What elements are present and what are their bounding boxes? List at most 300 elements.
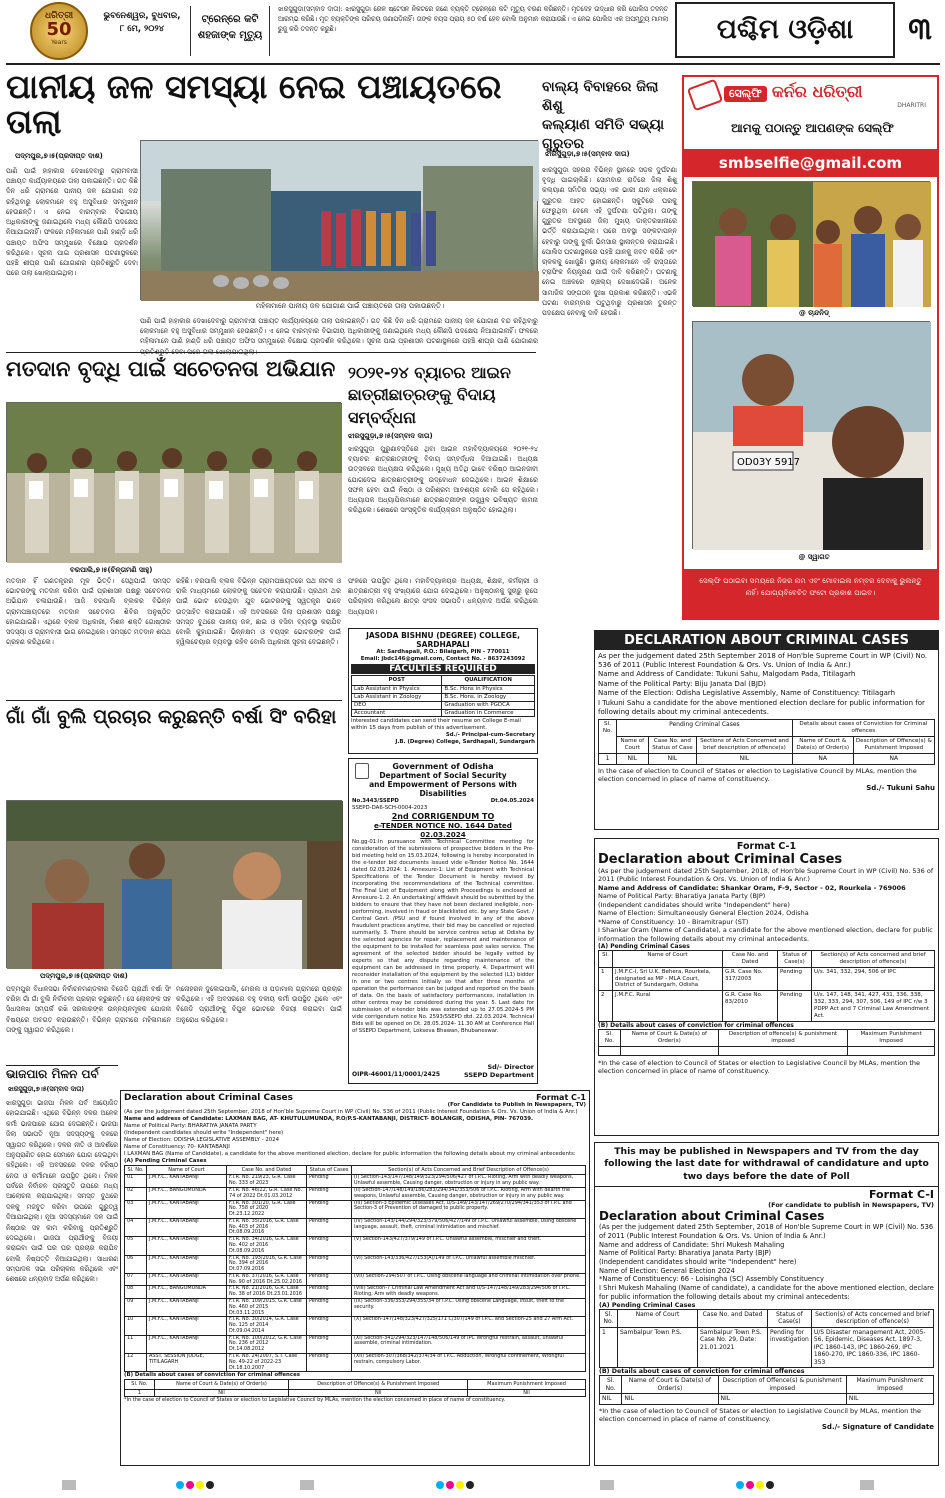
- decl4-format-block: [448, 1093, 586, 1109]
- table-row: [125, 1255, 586, 1273]
- decl4-col2: Description of Offence(s) & Punishment Imposed: [289, 1380, 468, 1389]
- decl3-note: *In the case of election to Council of States or election to Legislative Council by MLAs, mention the election concerned in place of name of constituency.: [599, 1406, 922, 1424]
- decl1-line3: Name of the Election: Odisha Legislative Assembly, Name of Constituency: Titilagarh: [598, 689, 896, 698]
- decl1-intro: As per the judgement dated 25th September 2018 of Hon'ble Supreme Court in WP (Civil) No. 536 of 2011 (Public Interest Foundation & Ors. Vs. Union of India & Anr.): [598, 652, 928, 670]
- date-box: [102, 10, 182, 36]
- story3-photo: [6, 402, 341, 562]
- story5-dateline: ପଦ୍ମପୁର,୭।୫(ପ୍ରଦୀପ୍ତ ଦାଶ): [40, 972, 128, 980]
- decl4-cell2: Nil: [154, 1389, 289, 1396]
- decl4-cell: F.I.R. No. 30/2014, G.R. Case No. 125 of 2014 Dt.09.04.2014: [227, 1317, 307, 1335]
- ad-tender-sign1: Sd/- Director: [487, 1063, 534, 1072]
- table-row: [352, 701, 535, 709]
- decl4-col2: Sl. No.: [125, 1380, 155, 1389]
- decl2-cell2: [718, 1046, 847, 1055]
- decl3-cell: 1: [600, 1327, 618, 1368]
- decl3-col: Sl. No.: [600, 1309, 618, 1327]
- decl4-format: Format C-1: [536, 1093, 586, 1102]
- decl3-cell2: NIL: [622, 1394, 718, 1405]
- decl4-cell2: 1: [125, 1389, 155, 1396]
- decl1-cell: NIL: [617, 754, 649, 765]
- decl2-cell: G.R. Case No. 83/2010: [723, 991, 778, 1022]
- decl3-col2: Maximum Punishment Imposed: [846, 1376, 933, 1394]
- ad-tender-title2: e-TENDER NOTICE NO. 1644 Dated 02.03.2024: [374, 821, 512, 840]
- decl3-conv-heading: (B) Details about cases of conviction for criminal offences: [599, 1368, 805, 1376]
- decl4-header: [124, 1093, 586, 1109]
- decl2-line2: Name of Political Party: Bharatiya Janata Party (BJP): [598, 892, 766, 901]
- decl3-line4: Name of Election: General Election 2024: [599, 1266, 735, 1275]
- date-line2: ୮ ମେ, ୨୦୨୪: [119, 23, 165, 34]
- story5-photo-art: [7, 801, 343, 969]
- story6-body: ଝାରସୁଗୁଡ଼ା ଭାଜପା ମିଳନ ପର୍ବ ଆୟୋଜିତ ହୋଇଯାଇଛି। ଏଥିରେ ବିଭିନ୍ନ ଦଳର ଅନେକ କର୍ମୀ ଭାଜପାରେ ଯୋଗ ଦେଇଛନ୍ତି। ଭାଜପା ଜିଲା ସଭାପତି ନୂଆ ସଦସ୍ୟଙ୍କୁ ଦଳରେ ସ୍ୱାଗତ କରିଥିଲେ। ଦଳର ନୀତି ଓ ଆଦର୍ଶରେ ଅନୁପ୍ରାଣିତ ହୋଇ ସେମାନେ ଯୋଗ ଦେଇଥିବା କହିଥିଲେ। ଏହି ଅବସରରେ ଦଳର ବରିଷ୍ଠ ନେତା ଓ କର୍ମୀମାନେ ଉପସ୍ଥିତ ଥିଲେ। ମିଳନ ପର୍ବରେ ନିର୍ବାଚନ ପ୍ରସ୍ତୁତି ଉପରେ ମଧ୍ୟ ଆଲୋଚନା କରାଯାଇଥିଲା। ସମସ୍ତ ବୁଥରେ ଦଳକୁ ମଜବୁତ କରିବା ଉପରେ ଗୁରୁତ୍ୱ ଦିଆଯାଇଥିଲା। ନୂଆ ସଦସ୍ୟମାନେ ଦଳ ପାଇଁ ନିଷ୍ଠାର ସହ କାମ କରିବାକୁ ପ୍ରତିଶ୍ରୁତି ଦେଇଥିଲେ। ଭାଜପା ପ୍ରାର୍ଥୀଙ୍କୁ ବିଜୟୀ କରାଇବା ପାଇଁ ଘର ଘର ପ୍ରଚାର କରାଯିବ ବୋଲି ନିଷ୍ପତ୍ତି ନିଆଯାଇଥିଲା। ସାଧାରଣ ସମ୍ପାଦକ ସଭା ପରିଚାଳନା କରିଥିଲେ ଏବଂ ଶେଷରେ ଧନ୍ୟବାଦ ଅର୍ପଣ କରିଥିଲେ।: [6, 1099, 118, 1284]
- decl4-cell: F.I.R. No. 21/2016, G.R. Case No. 38 of 2016 Dt.23.01.2016: [227, 1286, 307, 1299]
- story1-photo: [140, 140, 538, 300]
- decl2-line5: *Name of Constituency: 10 - Biramitrapur (ST): [598, 917, 749, 926]
- decl2-col2: Maximum Punishment Imposed: [848, 1029, 935, 1046]
- decl4-cell: J.M.F.C., KANTABANJI: [147, 1273, 227, 1286]
- masthead-rule: [6, 63, 940, 65]
- decl2-col: Status of Case(s): [778, 950, 812, 967]
- decl2-cell: Pending: [778, 967, 812, 991]
- decl2-col2: Description of offence(s) & punishment imposed: [718, 1029, 847, 1046]
- story5-photo: [6, 800, 342, 968]
- decl3-col2: Sl. No.: [600, 1376, 622, 1394]
- decl4-col2: Maximum Punishment Imposed: [468, 1380, 586, 1389]
- table-row: [125, 1354, 586, 1372]
- ad-tender-dept1: Department of Social Security: [379, 771, 507, 780]
- decl3-line6: I Shri Mukesh Mahaling (Name of candidate), a candidate for the above mentioned election, declare for public information the following details about my criminal antecedents:: [599, 1284, 934, 1301]
- table-row: [125, 1335, 586, 1353]
- decl4-cell: (X) Section-147/148/323/427/325/171 C/307/149 of I.P.C. and Section-25 and 27 Arm Act.: [352, 1317, 586, 1335]
- decl4-cell: (II) Section-147/148/149/186/283/294/341/353/506 of I.P.C. Rioting, Arm with dearth the weapons, Unlawful assemble, Causing danger, obstruction or injury in any public way.: [352, 1187, 586, 1200]
- decl4-cell: Pending: [307, 1200, 352, 1218]
- story1-body: ପାଣି ପାଇଁ ହାହାକାର ଦେଖାଦେବାରୁ ଗ୍ରାମବାସୀ ପଞ୍ଚାୟତ କାର୍ଯ୍ୟାଳୟରେ ତାଲା ପକାଇଛନ୍ତି। ଗତ କିଛି ଦିନ ଧରି ଗ୍ରାମରେ ପାନୀୟ ଜଳ ଯୋଗାଣ ବନ୍ଦ ରହିଥିବାରୁ ଲୋକମାନେ ବହୁ ଅସୁବିଧାର ସମ୍ମୁଖୀନ ହେଉଛନ୍ତି। ଏ ନେଇ ବାରମ୍ବାର ବିଭାଗୀୟ ଅଧିକାରୀଙ୍କୁ ଜଣାଇଥିଲେ ମଧ୍ୟ କୌଣସି ପଦକ୍ଷେପ ନିଆଯାଇନାହିଁ। ଫଳରେ ମହିଳାମାନେ ପାଣି ହାଣ୍ଡି ଧରି ପଞ୍ଚାୟତ ଅଫିସ ସମ୍ମୁଖରେ ବିକ୍ଷୋଭ ପ୍ରଦର୍ଶନ କରିଥିଲେ। ସୂଚନା ପାଇ ପ୍ରଶାସନ ଘଟଣାସ୍ଥଳରେ ପହଞ୍ଚି ଶୀଘ୍ର ପାଣି ଯୋଗାଣର ପ୍ରତିଶ୍ରୁତି ଦେବା ପରେ ତାଲା ଖୋଲାଯାଇଥିଲା।: [6, 167, 138, 278]
- decl4-col: Sl. No.: [125, 1166, 147, 1175]
- decl3-col2: Description of Offence(s) & punishment imposed: [718, 1376, 846, 1394]
- decl4-cell: Pending: [307, 1317, 352, 1335]
- ad-college-title: JASODA BISHNU (DEGREE) COLLEGE, SARDHAPALI: [366, 631, 520, 649]
- decl3-intro: (As per the judgement dated 25th September, 2018 of Hon'ble Supreme Court in WP (Civil) No. 536 of 2011 (Public Interest Foundation & Ors. Vs. Union of India & Anr.): [599, 1223, 934, 1240]
- story2-body: ଝାରସୁଗୁଡ଼ା ସହରର ବିଭିନ୍ନ ସ୍ଥାନରେ ସଡ଼କ ଦୁର୍ଘଟଣା ବୃଦ୍ଧି ପାଇଚାଲିଛି। ସୋମବାର ରାତିରେ ଜିଲା ଶିଶୁ କଲ୍ୟାଣ ସମିତିର ସଭ୍ୟା ଏକ ଭାରୀ ଯାନ ଧକ୍କାରେ ଗୁରୁତର ଆହତ ହୋଇଛନ୍ତି। ସ୍କୁଟିରେ ଘରକୁ ଫେରୁଥିବା ବେଳେ ଏହି ଦୁର୍ଘଟଣା ଘଟିଥିଲା। ତାଙ୍କୁ ଗୁରୁତର ଅବସ୍ଥାରେ ଜିଲା ମୁଖ୍ୟ ଡାକ୍ତରଖାନାରେ ଭର୍ତ୍ତି କରାଯାଇଥିଲା। ପରେ ଅବସ୍ଥା ସଙ୍କଟାପନ୍ନ ହେବାରୁ ତାଙ୍କୁ ବୁର୍ଲା ଭିମସାର ସ୍ଥାନାନ୍ତର କରାଯାଇଛି। ପୋଲିସ ଘଟଣାସ୍ଥଳରେ ପହଞ୍ଚି ଯାନକୁ ଜବତ କରିଛି ଏବଂ ଚାଳକକୁ ଖୋଜୁଛି। ସ୍ଥାନୀୟ ଲୋକମାନେ ଏହି ରାସ୍ତାରେ ଟ୍ରାଫିକ ନିୟନ୍ତ୍ରଣ ପାଇଁ ଦାବି କରିଛନ୍ତି। ଘଟଣାକୁ ନେଇ ଅଞ୍ଚଳରେ ଚାଞ୍ଚଲ୍ୟ ଦେଖାଦେଇଛି। ଅନେକ ସାମାଜିକ ସଙ୍ଗଠନ ଦୁଃଖ ପ୍ରକାଶ କରିଛନ୍ତି। ଏଭଳି ଘଟଣା ବାରମ୍ବାର ଘଟୁଥିବାରୁ ପ୍ରଶାସନ ତୁରନ୍ତ ପଦକ୍ଷେପ ନେବାକୁ ଦାବି ହେଉଛି।: [542, 166, 677, 318]
- ad-tender-refline: [352, 798, 534, 805]
- ad-tender-dept2: and Empowerment of Persons with Disabilities: [369, 780, 517, 798]
- decl3-col: Case No. and Dated: [698, 1309, 768, 1327]
- story3-body: ମତଦାନ ହିଁ ଗଣତନ୍ତ୍ରର ମୂଳ ଭିତ୍ତି। ସେଥିପାଇଁ ସମସ୍ତ ଭୋଟରଙ୍କୁ ମତଦାନ କରିବା ପାଇଁ ପ୍ରଶାସନ ପକ୍ଷରୁ ସଚେତନତା ଅଭିଯାନ ଚଳାଯାଉଛି। ଆଜି ବରପାଲି ବ୍ଲକର ବିଭିନ୍ନ ଗ୍ରାମପଞ୍ଚାୟତରେ ମତଦାନ ସଚେତନତା ଶିବିର ଅନୁଷ୍ଠିତ ହୋଇଯାଇଛି। ଏଥିରେ ବ୍ଲକ ଅଧିକାରୀ, ମିଶନ ଶକ୍ତି ଗୋଷ୍ଠୀର ସଦସ୍ୟା ଓ ଗ୍ରାମବାସୀ ଭାଗ ନେଇଥିଲେ। ସମସ୍ତେ ମତଦାନ ଶପଥ ଗ୍ରହଣ କରିଥିଲେ।: [6, 577, 171, 647]
- decl2-col2: Sl. No.: [599, 1029, 621, 1046]
- decl2-col: Name of Court: [613, 950, 723, 967]
- decl3-cell: Pending for investigation: [768, 1327, 812, 1368]
- table-row: [125, 1187, 586, 1200]
- decl4-cell: J.M.F.C., KANTABANJI: [147, 1255, 227, 1273]
- decl4-cell: 06: [125, 1255, 147, 1273]
- decl4-cell: F.I.R. No. 35/2016, G.R. Case No. 403 of 2016 Dt.08.09.2016: [227, 1218, 307, 1236]
- decl3-banner: This may be published in Newspapers and TV from the day following the last date for withdrawal of candidature and upto two days before the date of Poll: [595, 1143, 938, 1187]
- decl3-cell: Sambalpur Town P.S.: [618, 1327, 698, 1368]
- decl2-conv-heading: (B) Details about cases of conviction for criminal offences: [598, 1021, 794, 1029]
- emblem-icon: [355, 763, 369, 779]
- decl1-cell: NIL: [697, 754, 793, 765]
- table-row: [125, 1286, 586, 1299]
- decl4-cell: Pending: [307, 1273, 352, 1286]
- ad-college-cell: DEO: [352, 701, 442, 709]
- decl3-pending-heading: (A) Pending Criminal Cases: [599, 1301, 696, 1309]
- decl4-pending-heading: (A) Pending Criminal Cases: [124, 1158, 207, 1165]
- decl3-line3: (Independent candidates should write "Independent" here): [599, 1258, 797, 1267]
- selfie-title-brand: DHARITRI: [897, 102, 926, 109]
- decl4-col: Section(s) of Acts Concerned and Brief Description of Offence(s): [352, 1166, 586, 1175]
- story6-dateline: ଝାରସୁଗୁଡ଼ା,୭।୫(ସମ୍ବାଦ ଦାତା): [8, 1086, 85, 1093]
- decl1-cell: NA: [853, 754, 934, 765]
- decl4-line4: Name of Election: ODISHA LEGISLATIVE ASSEMBLY - 2024: [124, 1137, 280, 1144]
- decl3-cell: Sambalpur Town P.S. Case No. 29, Date: 21.01.2021: [698, 1327, 768, 1368]
- decl3-line5: *Name of Constituency: 66 - Loisingha (SC) Assembly Constituency: [599, 1275, 824, 1284]
- decl1-cell: NIL: [648, 754, 697, 765]
- decl4-line2: Name of Political Party: BHARATIYA JANATA PARTY: [124, 1123, 257, 1130]
- decl4-table: [124, 1165, 586, 1372]
- story6-headline: ଭାଜପାର ମିଳନ ପର୍ବ: [6, 1067, 99, 1081]
- teaser-line1: ଟ୍ରେନ୍‌ରେ କଟି: [201, 14, 259, 25]
- logo-text: ଧରିତ୍ରୀ: [44, 11, 74, 21]
- decl1-col: Name of Court: [617, 737, 649, 754]
- ad-tender-gov: Government of Odisha: [392, 762, 494, 771]
- teaser-line2: ଶହଜାଙ୍କ ମୃତ୍ୟୁ: [197, 30, 263, 41]
- decl4-col: Case No. and Dated: [227, 1166, 307, 1175]
- table-row: [599, 1046, 935, 1055]
- decl2-col: Sl.: [599, 950, 613, 967]
- selfie-footer: ସେଲ୍ଫି ପଠାଇବା ସମୟରେ ନିଜର ନାମ ଏବଂ ମୋବାଇଲ ନମ୍ବର ଦେବାକୁ ଭୁଲନ୍ତୁ ନାହିଁ। ଯୋଗ୍ୟବିବେଚିତ ଫଟୋ ପ୍ରକାଶ ପାଇବ।: [684, 569, 937, 618]
- ad-college-cell: Graduation with PGDCA: [442, 701, 535, 709]
- decl4-cell: 11: [125, 1335, 147, 1353]
- decl4-cell: 10: [125, 1317, 147, 1335]
- decl4-cell: J.M.F.C., KANTABANJI: [147, 1335, 227, 1353]
- rule-story6: [6, 1065, 118, 1066]
- decl4-conv-heading: (B) Details about cases of conviction for criminal offences: [124, 1372, 300, 1379]
- decl3-cell2: NIL: [600, 1394, 622, 1405]
- decl3-table: [599, 1309, 934, 1369]
- decl3-col2: Name of Court & Date(s) of Order(s): [622, 1376, 718, 1394]
- decl4-cell: Pending: [307, 1175, 352, 1188]
- story3-headline: ମତଦାନ ବୃଦ୍ଧି ପାଇଁ ସଚେତନତା ଅଭିଯାନ: [6, 357, 336, 381]
- decl2-cell: 2: [599, 991, 613, 1022]
- table-row: [125, 1200, 586, 1218]
- decl4-cell: J.M.F.C., KANTABANJI: [147, 1200, 227, 1218]
- decl4-line1: Name and address of Candidate: LAXMAN BAG, AT- KHUTULUMUNDA, P.O/P.S-KANTABANJI, DISTRICT- BOLANGIR, ODISHA, PIN- 767039.: [124, 1116, 534, 1123]
- decl4-cell: (IX) Section-336/353/294/355/34 of I.P.C. Using obscene Language, insult, theft to the security.: [352, 1299, 586, 1317]
- logo-years: 50: [46, 19, 72, 40]
- decl4-col2: Name of Court & Date(s) of Order(s): [154, 1380, 289, 1389]
- decl1-cell: NA: [792, 754, 853, 765]
- decl4-cell: J.M.F.C., KANTABANJI: [147, 1175, 227, 1188]
- ad-college-cell: Accountant: [352, 709, 442, 717]
- decl3-cell: U/S Disaster management Act, 2005- 56, Epidemic, Diseases Act, 1897-3, IPC 1860-143, IPC 1860-269, IPC 1860-270, IPC 1860-336, IPC 1860-353: [811, 1327, 933, 1368]
- ad-tender-body: No.gg-01:In pursuance with Technical Committee meeting for consideration of the submissions of prospective bidders in the Pre-bid meeting held on 15.03.2024, following is hereby incorporated in the e-tender bid documents issued vide e-Tender Notice No. 1644 dated 02.03.2024: 1. Annexure-1: List of Equipment with Technical Specifications of the Tender Document is hereby revised by incorporating the recommendations of the Technical committee. The Final List of Equipment along with Proceedings is enclosed at Annexure-1. 2. An undertaking/ affidavit should be submitted by the bidders to ensure that they have not been declared ineligible, non-performing, involved in fraud or blacklisted etc. by any State Govt. / Central Govt. /PSU and if found involved in any of the above fraudulent practices anytime, their bid may be cancelled or rejected summarily. 3. There should be service centres setup at Odisha by the selected agencies for repair, replacement and maintenance of the equipment to be installed for seamless post sales service. The agreement of the selected bidder should be legally vetted by experts so that any dispute regarding maintenance of the equipment can be addressed in time properly. 4. Department will reconsider installation of the equipment by the selected (L1) bidder in one or two centres initially so that after three months of operation the performance can be judged and reported on the basis of data. On the basis of satisfactory performances, installation in other centres may be considered during the year. 5. Last date for submission of e-tender bids was extended up to 27.05.2024-5 PM vide corrigendum notice No. 2593/SSEPD dtd. 22.03.2024. Technical Bids will be opened on Dt. 28.05.2024- 11.30 AM at Conference Hall of SSEPD Department, Lokseva Bhawan, Bhubaneswar.: [352, 839, 534, 1034]
- decl1-content: [595, 650, 938, 794]
- decl4-cell: F.I.R. No. 193/2016, G.R. Case No. 394 of 2016 Dt.07.09.2016: [227, 1255, 307, 1273]
- decl4-cell: (VII) Section-294/507 of I.P.C. Using obscene language and criminal intimidation over phone.: [352, 1273, 586, 1286]
- decl4-cell: F.I.R. No. 109/2015, G.R. Case No. 460 of 2015 Dt.03.11.2015: [227, 1299, 307, 1317]
- decl2-line3: (Independent candidates should write "Independent" here): [598, 900, 790, 909]
- story3-dateline: ବରପାଲି,୭।୫(ଚିନ୍ତାମଣି ସାହୁ): [70, 566, 153, 574]
- decl4-cell: 03: [125, 1200, 147, 1218]
- decl3-col: Name of Court: [618, 1309, 698, 1327]
- decl4-cell: J.M.F.C., BANGOMUNDA: [147, 1286, 227, 1299]
- decl4-cell: (XII) Section-307/368/342/374/34 of I.P.C. Abduction, Wrongful confinement, Wrongful restrain, compulsory Labor.: [352, 1354, 586, 1372]
- table-row: [352, 693, 535, 701]
- rule-story5: [6, 700, 342, 701]
- section-title: ପଶ୍ଚିମ ଓଡ଼ିଶା: [716, 14, 854, 45]
- decl2-cell2: [599, 1046, 621, 1055]
- decl4-cell: F.I.R. No. 100/2012, G.R. Case No. 236 of 2012 Dt.14.08.2012: [227, 1335, 307, 1353]
- ad-tender-oipr: OIPR-46001/11/0001/2425: [352, 1071, 441, 1079]
- decl3-line1: Name and address of Candidate: Shri Mukesh Mahaling: [599, 1240, 785, 1249]
- decl4-cell: Pending: [307, 1218, 352, 1236]
- decl4-cell: J.M.F.C., KANTABANJI: [147, 1317, 227, 1335]
- registration-marks: [0, 1476, 945, 1494]
- ad-college-cell: B.Sc. Hons in Physics: [442, 685, 535, 693]
- decl2-cell: U/s. 341, 332, 294, 506 of IPC: [812, 967, 935, 991]
- decl3-cell2: NIL: [718, 1394, 846, 1405]
- ad-college-cell: Graduation in Commerce: [442, 709, 535, 717]
- decl4-cell: Pending: [307, 1286, 352, 1299]
- decl4-cell: 04: [125, 1218, 147, 1236]
- decl1-col: Sections of Acts Concerned and brief description of offence(s): [697, 737, 793, 754]
- decl1-note: In the case of election to Council of States or election to Legislative Council by MLAs, mention the election concerned in place of name of constituency.: [598, 766, 917, 784]
- decl4-cell: F.I.R. No. 301/20, G.R. Case No. 758 of 2020 Dt.23.12.2022: [227, 1200, 307, 1218]
- decl4-cell: Pending: [307, 1354, 352, 1372]
- decl1-col: Name of Court & Date(s) of Order(s): [792, 737, 853, 754]
- ad-college-sign2: J.B. (Degree) College, Sardhapali, Sundargarh: [395, 739, 535, 746]
- story5-headline: ଗାଁ ଗାଁ ବୁଲି ପ୍ରଚାର କରୁଛନ୍ତି ବର୍ଷା ସିଂ ବରିହା: [6, 706, 337, 728]
- ad-college-cell: Lab Assistant in Physics: [352, 685, 442, 693]
- decl4-cell2: Nil: [289, 1389, 468, 1396]
- decl2-table2: [598, 1029, 935, 1056]
- table-row: [125, 1237, 586, 1255]
- decl1-line2: Name of the Political Party: Biju Janata Dal (BJD): [598, 679, 766, 688]
- decl4-cell: Pending: [307, 1299, 352, 1317]
- rule-story3: [6, 352, 536, 353]
- decl1-line4: I Tukuni Sahu a candidate for the above mentioned election declare for public information for following details about my criminal antecedents.: [598, 698, 925, 716]
- decl4-cell: (VI) Section-143/336/427/153(A)/149 of I.P.C. Unlawful assemble mischief.: [352, 1255, 586, 1273]
- decl4-cell: Pending: [307, 1255, 352, 1273]
- selfie-caption-2: @ ସ୍ୱାଗତ: [798, 553, 830, 561]
- table-row: [599, 991, 935, 1022]
- decl4-cell: (VIII) Section-7 Criminal Law Amendment Act and U/S-147/148/149/283/294/506 of I.P.C. Rioting, Arm with deadly weapons.: [352, 1286, 586, 1299]
- decl3-cell2: NIL: [846, 1394, 933, 1405]
- ad-college: [348, 628, 538, 754]
- headline-teaser: [190, 6, 270, 56]
- selfie-caption-1: @ ଚାନ୍ଦନିଡ୍: [798, 309, 830, 317]
- decl4-cell: 05: [125, 1237, 147, 1255]
- decl4-cell: Pending: [307, 1335, 352, 1353]
- decl1-line1: Name and Address of Candidate: Tukuni Sahu, Malgodam Pada, Titilagarh: [598, 670, 856, 679]
- story2-dateline: ଝାରସୁଗୁଡ଼ା,୭।୫(ସମ୍ବାଦ ଦାତା): [545, 150, 630, 158]
- logo: [30, 2, 88, 60]
- story3-photo-art: [7, 403, 342, 563]
- decl3-format: Format C-I: [868, 1188, 934, 1202]
- ad-college-col-qual: QUALIFICATION: [442, 676, 535, 686]
- decl2-line6: I Shankar Oram (Name of Candidate), a candidate for the above mentioned election, declare for public information the following details about my criminal antecedents.: [598, 926, 933, 943]
- table-row: [600, 1327, 934, 1368]
- ad-tender-title1: 2nd CORRIGENDUM TO: [391, 812, 495, 822]
- decl4-cell: 12: [125, 1354, 147, 1372]
- decl2-note: *In the case of election to Council of States or election to Legislative Council by MLAs, mention the election concerned in place of name of constituency.: [598, 1058, 921, 1075]
- decl4-line6: I LAXMAN BAG (Name of Candidate), a candidate for the above mentioned election, declare for public information the following details about my criminal antecedents:: [124, 1151, 576, 1158]
- masthead: [0, 0, 945, 64]
- decl4-col: Status of Cases: [307, 1166, 352, 1175]
- top-story: ଝାରସୁଗୁଡ଼ା(ସମ୍ବାଦ ଦାତା): ଝାରସୁଗୁଡ଼ା ରେଳ ଷ୍ଟେସନ ନିକଟରେ ଜଣେ ବ୍ୟକ୍ତି ଟ୍ରେନ୍‌ରେ କଟି ମୃତ୍ୟୁ ବରଣ କରିଛନ୍ତି। ମୃତଦେହ ଉଦ୍ଧାର କରି ପୋଲିସ ତଦନ୍ତ ଆରମ୍ଭ କରିଛି। ମୃତ ବ୍ୟକ୍ତିଙ୍କ ପରିଚୟ ଜଣାପଡ଼ିନାହିଁ। ତାଙ୍କ ବୟସ ପ୍ରାୟ ୫୦ ବର୍ଷ ହେବ ବୋଲି ଅନୁମାନ କରାଯାଉଛି। ଏ ନେଇ ପୋଲିସ ଏକ ଅପମୃତ୍ୟୁ ମାମଲା ରୁଜୁ କରି ତଦନ୍ତ କରୁଛି।: [278, 6, 668, 33]
- decl4-cell2: Nil: [468, 1389, 586, 1396]
- decl4-box: [120, 1090, 590, 1466]
- story3-body2: ରହିଛି। ବରପାଲି ବ୍ଲକ ବିଭିନ୍ନ ଗ୍ରାମପଞ୍ଚାୟତରେ ପଥ ନାଟକ ଓ ରାଲି ମାଧ୍ୟମରେ ଲୋକଙ୍କୁ ସଚେତନ କରାଯାଉଛି। ପ୍ରଥମ ଥର ପାଇଁ ଭୋଟ ଦେଉଥିବା ଯୁବ ଭୋଟରଙ୍କୁ ସ୍ୱତନ୍ତ୍ର ଭାବେ ଉତ୍ସାହିତ କରାଯାଉଛି। ଏହି ଅବସରରେ ଜିଲା ପ୍ରଶାସନ ପକ୍ଷରୁ ସମସ୍ତ ବୁଥରେ ପାନୀୟ ଜଳ, ଛାଇ ଓ ବସିବା ବ୍ୟବସ୍ଥା କରାଯିବ ବୋଲି କୁହାଯାଇଛି। ଭିନ୍ନକ୍ଷମ ଓ ବୟସ୍କ ଭୋଟରଙ୍କ ପାଇଁ ହ୍ୱିଲଚେୟାର ବ୍ୟବସ୍ଥା ରହିବ ବୋଲି ଅଧିକାରୀ ସୂଚନା ଦେଇଛନ୍ତି।: [176, 577, 341, 647]
- decl4-cell: (XI) Section-341/294/323/147/148/506/149 of IPC Wrongful restrain, assault, unlawful assemble, criminal intimidation.: [352, 1335, 586, 1353]
- selfie-photo-2: [692, 321, 930, 549]
- decl4-cell: F.I.R. No. 34/2016, G.R. Case No. 402 of 2016 Dt.08.09.2016: [227, 1237, 307, 1255]
- decl1-col: Description of Offence(s) & Punishment Imposed: [853, 737, 934, 754]
- decl4-col: Name of Court: [147, 1166, 227, 1175]
- story4-headline: [348, 362, 538, 429]
- number-plate: OD03Y 5917: [737, 457, 801, 468]
- decl4-cell: 09: [125, 1299, 147, 1317]
- ad-tender-footer: [352, 1071, 534, 1079]
- story1-body-cont: ପାଣି ପାଇଁ ହାହାକାର ଦେଖାଦେବାରୁ ଗ୍ରାମବାସୀ ପଞ୍ଚାୟତ କାର୍ଯ୍ୟାଳୟରେ ତାଲା ପକାଇଛନ୍ତି। ଗତ କିଛି ଦିନ ଧରି ଗ୍ରାମରେ ପାନୀୟ ଜଳ ଯୋଗାଣ ବନ୍ଦ ରହିଥିବାରୁ ଲୋକମାନେ ବହୁ ଅସୁବିଧାର ସମ୍ମୁଖୀନ ହେଉଛନ୍ତି। ଏ ନେଇ ବାରମ୍ବାର ବିଭାଗୀୟ ଅଧିକାରୀଙ୍କୁ ଜଣାଇଥିଲେ ମଧ୍ୟ କୌଣସି ପଦକ୍ଷେପ ନିଆଯାଇନାହିଁ। ଫଳରେ ମହିଳାମାନେ ପାଣି ହାଣ୍ଡି ଧରି ପଞ୍ଚାୟତ ଅଫିସ ସମ୍ମୁଖରେ ବିକ୍ଷୋଭ ପ୍ରଦର୍ଶନ କରିଥିଲେ। ସୂଚନା ପାଇ ପ୍ରଶାସନ ଘଟଣାସ୍ଥଳରେ ପହଞ୍ଚି ଶୀଘ୍ର ପାଣି ଯୋଗାଣର: [140, 317, 538, 346]
- ad-college-note: Interested candidates can send their resume on College E-mail within 15 days from publish of this advertisement.: [351, 718, 521, 732]
- decl4-cell: 01: [125, 1175, 147, 1188]
- ad-tender-no: No.3443/SSEPD: [352, 798, 399, 804]
- decl4-cell: F.I.R. No. 37/2016, G.R. Case No. 90 of 2016 Dt.25.02.2016: [227, 1273, 307, 1286]
- decl4-cell: J.M.F.C., BANGOMUNDA: [147, 1187, 227, 1200]
- decl1-sign: Sd./- Tukuni Sahu: [866, 783, 935, 792]
- decl2-cell: 1: [599, 967, 613, 991]
- decl1-col: Sl. No.: [599, 720, 617, 754]
- table-row: [125, 1218, 586, 1236]
- ad-tender-dt: Dt.04.05.2024: [490, 798, 534, 804]
- decl3-col: Status of Case(s): [768, 1309, 812, 1327]
- decl1-box: [594, 630, 939, 830]
- page-number: ୩: [908, 12, 932, 47]
- table-row: [352, 685, 535, 693]
- table-row: [125, 1273, 586, 1286]
- decl2-title: Declaration about Criminal Cases: [598, 852, 843, 867]
- decl4-cell: J.M.F.C., KANTABANJI: [147, 1299, 227, 1317]
- ad-college-contact: Email: jbdc146@gmail.com, Contact No. - 8637243092: [360, 656, 526, 663]
- ad-college-sign1: Sd./- Principal-cum-Secretary: [445, 732, 535, 739]
- decl4-cell: 07: [125, 1273, 147, 1286]
- decl2-line4: Name of Election: Simultaneously General Election 2024, Odisha: [598, 909, 809, 918]
- table-row: [600, 1394, 934, 1405]
- story1-photo-art: [141, 141, 539, 301]
- decl4-cell: (III) Section-3 Epidemic Diseases Act, U/S-149/143/147/269/270/294/341/353 of I.P.C and Section-3 of Prevention of damaged to public property.: [352, 1200, 586, 1218]
- decl2-col2: Name of Court & Date(s) of Order(s): [620, 1029, 718, 1046]
- decl2-col: Section(s) of Acts concerned and brief description of offence(s): [812, 950, 935, 967]
- decl3-col: Section(s) of Acts concerned and brief description of offence(s): [811, 1309, 933, 1327]
- table-row: [352, 709, 535, 717]
- decl4-cell: F.I.R. No. 24/2007, S.T. Case No. 49-22 of 2022-23 Dt.18.10.2007: [227, 1354, 307, 1372]
- ad-college-table: [351, 675, 535, 717]
- selfie-box: [682, 75, 939, 620]
- table-row: [125, 1299, 586, 1317]
- ad-tender-sign2: SSEPD Department: [463, 1071, 534, 1080]
- decl4-cell: Pending: [307, 1187, 352, 1200]
- decl2-line1: Name and Address of Candidate: Shankar Oram, F-9, Sector - 02, Rourkela - 769006: [598, 883, 906, 892]
- date-line1: ଭୁବନେଶ୍ୱର, ବୁଧବାର,: [103, 11, 181, 21]
- phone-icon: [687, 79, 723, 112]
- decl4-cell: (V) Section-143/427/379/149 of I.P.C. Unlawful assemble, mischief and theft.: [352, 1237, 586, 1255]
- decl1-col: Case No. and Status of Case: [648, 737, 697, 754]
- decl2-cell: J.M.F.C-I, Sri U.K. Behera, Rourkela, designated as MP - MLA Court, District of Sundargarh, Odisha: [613, 967, 723, 991]
- selfie-title: [724, 82, 934, 118]
- decl3-sign: Sd./- Signature of Candidate: [821, 1423, 934, 1432]
- selfie-tagline: ଆମକୁ ପଠାନ୍ତୁ ଆପଣଙ୍କ ସେଲ୍ଫି: [731, 121, 894, 135]
- decl3-line2: Name of Political Party: Bharatiya Janata Party (BJP): [599, 1249, 772, 1258]
- decl2-cell: U/s. 147, 148, 341, 427, 431, 336, 338, 332, 333, 294, 307, 506, 149 of IPC r/w 3 PDPP Act and 7 Criminal Law Amendment Act.: [812, 991, 935, 1022]
- decl4-table2: [124, 1379, 586, 1397]
- decl3-sub: (For candidate to publish in Newspapers, TV): [768, 1201, 934, 1210]
- decl4-cell: F.I.R. No. 46/22, G.R. Case No. 74 of 2022 Dt.01.03.2012: [227, 1187, 307, 1200]
- story2-headline-line1: ବାଲ୍ୟ ବିବାହରେ ଜିଲା ଶିଶୁ: [542, 79, 659, 114]
- table-row: [125, 1317, 586, 1335]
- decl2-intro: (As per the judgement dated 25th September, 2018, of Hon'ble Supreme Court in WP (Civil) No. 536 of 2011 (Public Interest Foundation & Ors. Vs. Union of India & Anr.): [598, 867, 934, 884]
- story1-dateline: ପଦ୍ମପୁର,୭।୫(ପ୍ରଦୀପ୍ତ ଦାଶ): [15, 152, 103, 160]
- decl1-title: DECLARATION ABOUT CRIMINAL CASES: [595, 631, 938, 650]
- story4-body: ଝାରସୁଗୁଡ଼ା ପୁରୁଣାବସ୍ତିରେ ଥିବା ଆଇନ ମହାବିଦ୍ୟାଳୟରେ ୨୦୨୧-୨୪ ବ୍ୟାଚର ଛାତ୍ରଛାତ୍ରୀଙ୍କୁ ବିଦାୟ ସମ୍ବର୍ଦ୍ଧନା ଦିଆଯାଇଛି। ଅଧ୍ୟକ୍ଷ ଉତ୍ସବରେ ଅଧ୍ୟକ୍ଷତା କରିଥିଲେ। ମୁଖ୍ୟ ଅତିଥି ଭାବେ ବରିଷ୍ଠ ଆଇନଜୀବୀ ଯୋଗଦେଇ ଛାତ୍ରଛାତ୍ରୀଙ୍କୁ ଉଦ୍ବୋଧନ ଦେଇଥିଲେ। ଆଇନ ଶିକ୍ଷାରେ ସଫଳ ହେବା ପାଇଁ ନିଷ୍ଠା ଓ ପରିଶ୍ରମ ଆବଶ୍ୟକ ବୋଲି ସେ କହିଥିଲେ। ଅଧ୍ୟାପକ ଅଧ୍ୟାପିକାମାନେ ଛାତ୍ରଛାତ୍ରୀଙ୍କ ଉଜ୍ଜ୍ୱଳ ଭବିଷ୍ୟତ କାମନା କରିଥିଲେ। ଶେଷରେ ସାଂସ୍କୃତିକ କାର୍ଯ୍ୟକ୍ରମ ଅନୁଷ୍ଠିତ ହୋଇଥିଲା।: [348, 445, 538, 515]
- selfie-photo-1: [692, 181, 930, 306]
- decl4-cell: Pending: [307, 1237, 352, 1255]
- logo-years-sub: Years: [51, 39, 67, 46]
- decl4-cell: ASST. SESSION JUDGE, TITILAGARH: [147, 1354, 227, 1372]
- story1-caption: ମହିଳାମାନେ ପାନୀୟ ଜଳ ଯୋଗାଣ ପାଇଁ ପଞ୍ଚାୟତରେ ତାଲା ପକାଉଛନ୍ତି।: [255, 302, 445, 310]
- section-title-box: [675, 2, 895, 58]
- decl2-cell: Pending: [778, 991, 812, 1022]
- decl4-line5: Name of Constituency: 70- KANTABANJI: [124, 1144, 230, 1151]
- story5-body: ପଦ୍ମପୁର ବିଧାନସଭା ନିର୍ବାଚନମଣ୍ଡଳୀର ବିଜେଡି ପ୍ରାର୍ଥୀ ବର୍ଷା ସିଂ ବରିହା ଗାଁ ଗାଁ ବୁଲି ନିର୍ବାଚନୀ ପ୍ରଚାର କରୁଛନ୍ତି। ସେ ଲୋକଙ୍କ ସହ ସିଧାସଳଖ ସମ୍ପର୍କ ରଖି ସରକାରଙ୍କ ଉନ୍ନୟନମୂଳକ ଯୋଜନା ବିଷୟରେ ଅବଗତ କରାଉଛନ୍ତି। ବିଭିନ୍ନ ଗ୍ରାମରେ ମହିଳାମାନେ ତାଙ୍କୁ ସ୍ୱାଗତ କରିଥିଲେ।: [6, 985, 171, 1034]
- decl4-note: *In the case of election to Council of States or election to Legislative Council by MLAs, mention the election concerned in place of name of constituency.: [124, 1396, 506, 1403]
- ad-college-cell: Lab Assistant in Zoology: [352, 693, 442, 701]
- story2-headline: [542, 78, 677, 154]
- decl1-conv-heading: Details about cases of Conviction for Criminal offences: [792, 720, 934, 737]
- story4-dateline: ଝାରସୁଗୁଡ଼ା,୭।୫(ସମ୍ବାଦ ଦାତା): [348, 432, 433, 440]
- decl4-cell: 02: [125, 1187, 147, 1200]
- story4-body2: ଫଳରେ ଉପସ୍ଥିତ ଥିଲେ। ମହାବିଦ୍ୟାଳୟର ଅଧ୍ୟକ୍ଷ, ଶିକ୍ଷକ, କର୍ମଚାରୀ ଓ ଛାତ୍ରଛାତ୍ରୀ ବହୁ ସଂଖ୍ୟାରେ ଯୋଗ ଦେଇଥିଲେ। ଅନୁଷ୍ଠାନକୁ ସୁଚାରୁ ରୂପେ ପରିଚାଳନା କରିଥିଲେ ଛାତ୍ର ସଂସଦ ସଭାପତି। ଧନ୍ୟବାଦ ଅର୍ପଣ କରିଥିଲେ ଅଧ୍ୟାପକ।: [348, 577, 538, 616]
- decl2-cell2: [848, 1046, 935, 1055]
- ad-tender-ref: SSEPD-DA6-SCH-0004-2023: [352, 805, 428, 812]
- ad-college-cell: B.Sc. Hons. in Zoology: [442, 693, 535, 701]
- print-registration-bar: [0, 1476, 945, 1494]
- decl4-sub: (For Candidate to Publish in Newspapers, TV): [447, 1102, 586, 1108]
- decl4-cell: J.M.F.C., KANTABANJI: [147, 1218, 227, 1236]
- selfie-photo-1-art: [693, 182, 931, 307]
- decl3-table2: [599, 1375, 934, 1405]
- decl2-cell: G.R. Case No. 317/2003: [723, 967, 778, 991]
- selfie-title-sub: ସେଲ୍ଫି: [724, 86, 767, 102]
- story2-headline-line2: କଲ୍ୟାଣ ସମିତି ସଭ୍ୟା ଗୁରୁତର: [542, 116, 665, 152]
- decl2-box: [594, 838, 939, 1136]
- table-row: [599, 754, 935, 765]
- decl2-cell2: [620, 1046, 718, 1055]
- story4-headline-line2: ଛାତ୍ରୀଛାତ୍ରଙ୍କୁ ବିଦାୟ ସମ୍ବର୍ଦ୍ଧନା: [348, 385, 496, 427]
- decl4-title: Declaration about Criminal Cases: [124, 1093, 294, 1103]
- decl4-cell: (IV) Section-143/144/294/323/379/506/427/149 of I.P.C. Unlawful assemble, Using obscene language, assault, theft, criminal intimidation and mischief.: [352, 1218, 586, 1236]
- selfie-title-main: କର୍ନର ଧରିତ୍ରୀ: [771, 82, 863, 101]
- selfie-email: smbselfie@gmail.com: [684, 149, 937, 177]
- decl1-pending-heading: Pending Criminal Cases: [617, 720, 793, 737]
- table-row: [125, 1389, 586, 1396]
- decl3-content: [595, 1187, 938, 1432]
- story4-headline-line1: ୨୦୨୧-୨୪ ବ୍ୟାଚର ଆଇନ: [348, 363, 511, 382]
- table-row: [599, 967, 935, 991]
- selfie-photo-2-art: [693, 322, 931, 550]
- decl4-line3: (Independent candidates should write "Independent" here): [124, 1130, 284, 1137]
- decl1-table: [598, 719, 935, 764]
- decl1-cell: 1: [599, 754, 617, 765]
